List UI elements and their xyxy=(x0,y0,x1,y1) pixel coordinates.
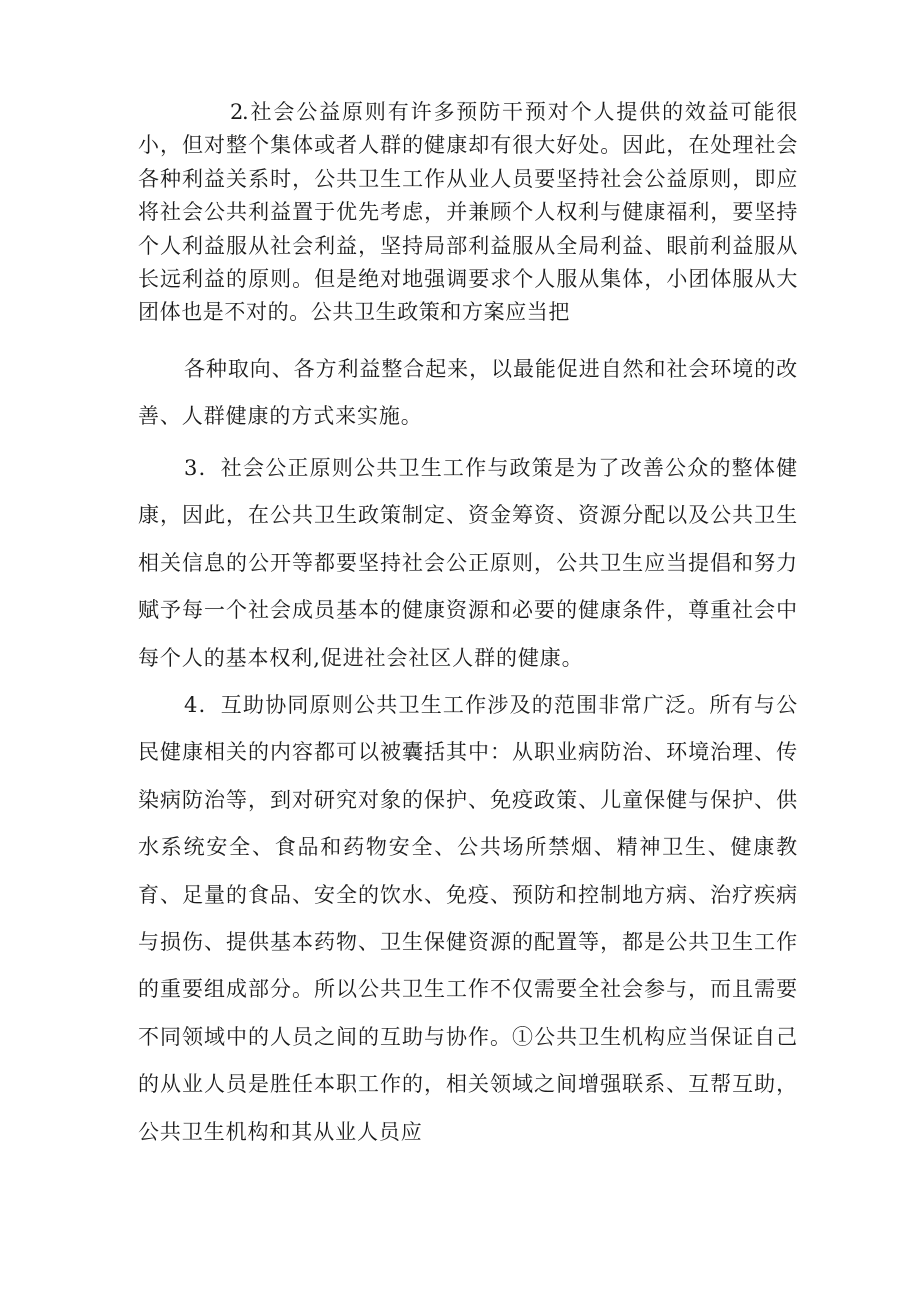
paragraph-social-benefit xyxy=(138,96,798,330)
paragraph-number: 2 xyxy=(230,100,244,124)
paragraph-mutual-cooperation: 4．互助协同原则公共卫生工作涉及的范围非常广泛。所有与公民健康相关的内容都可以被囊括其中：从职业病防治、环境治理、传染病防治等，到对研究对象的保护、免疫政策、儿童保健与保护、供水系统安全、食品和药物安全、公共场所禁烟、精神卫生、健康教育、足量的食品、安全的饮水、免疫、预防和控制地方病、治疗疾病与损伤、提供基本药物、卫生保健资源的配置等，都是公共卫生工作的重要组成部分。所以公共卫生工作不仅需要全社会参与，而且需要不同领域中的人员之间的互助与协作。①公共卫生机构应当保证自己的从业人员是胜任本职工作的，相关领域之间增强联系、互帮互助，公共卫生机构和其从业人员应 xyxy=(138,693,798,1144)
paragraph-text: .社会公益原则有许多预防干预对个人提供的效益可能很小，但对整个集体或者人群的健康却有很大好处。因此，在处理社会各种利益关系时，公共卫生工作从业人员要坚持社会公益原则，即应将社会公共利益置于优先考虑，并兼顾个人权利与健康福利，要坚持个人利益服从社会利益，坚持局部利益服从全局利益、眼前利益服从长远利益的原则。但是绝对地强调要求个人服从集体，小团体服从大团体也是不对的。公共卫生政策和方案应当把 xyxy=(138,100,798,325)
paragraph-social-justice: 3．社会公正原则公共卫生工作与政策是为了改善公众的整体健康，因此，在公共卫生政策制定、资金筹资、资源分配以及公共卫生相关信息的公开等都要坚持社会公正原则，公共卫生应当提倡和努力赋予每一个社会成员基本的健康资源和必要的健康条件，尊重社会中每个人的基本权利,促进社会社区人群的健康。 xyxy=(138,456,798,670)
paragraph-continuation: 各种取向、各方利益整合起来，以最能促进自然和社会环境的改善、人群健康的方式来实施。 xyxy=(138,357,798,429)
